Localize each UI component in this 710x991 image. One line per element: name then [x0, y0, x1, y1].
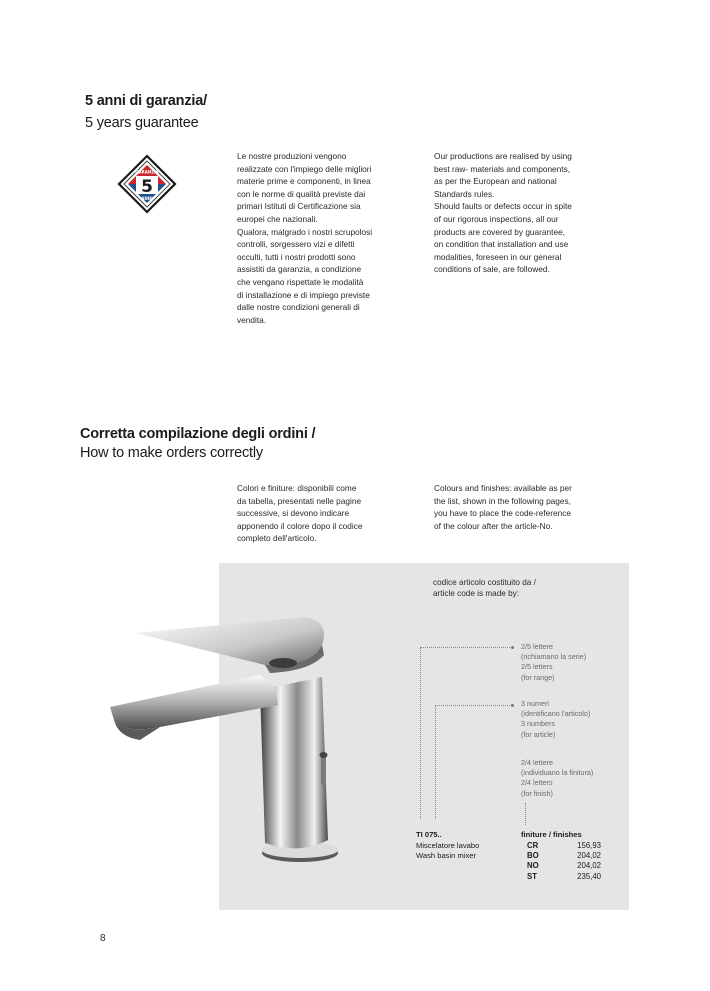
- finishes-block: [521, 830, 611, 882]
- note-article: 3 numeri (identificano l'articolo) 3 numbers (for article): [521, 699, 591, 739]
- connector-range-horizontal: [420, 647, 512, 648]
- connector-finish-vertical: [525, 803, 526, 825]
- connector-range-dot: [511, 646, 514, 649]
- finish-price: 235,40: [577, 871, 601, 881]
- diagram-heading: codice articolo costituito da / article code is made by:: [433, 578, 536, 598]
- orders-title-it: Corretta compilazione degli ordini /: [80, 426, 316, 442]
- table-row: [521, 861, 601, 871]
- page-number: 8: [100, 933, 106, 944]
- badge-number: 5: [141, 177, 153, 197]
- finish-code: NO: [527, 861, 539, 871]
- article-info: [416, 830, 516, 862]
- connector-article-dot: [511, 704, 514, 707]
- connector-article-vertical: [435, 705, 436, 819]
- finishes-header: finiture / finishes: [521, 830, 582, 839]
- finish-code: CR: [527, 840, 539, 850]
- guarantee-badge-icon: [117, 154, 177, 214]
- guarantee-title-en: 5 years guarantee: [85, 115, 199, 131]
- orders-title-en: How to make orders correctly: [80, 445, 263, 461]
- note-finish: 2/4 lettere (individuano la finitura) 2/4 letters (for finish): [521, 758, 594, 798]
- table-row: [521, 851, 601, 861]
- finish-code: ST: [527, 871, 537, 881]
- finish-price: 156,93: [577, 840, 601, 850]
- connector-article-horizontal: [435, 705, 512, 706]
- guarantee-badge: [117, 154, 177, 214]
- faucet-image: [100, 615, 340, 875]
- note-range: 2/5 lettere (richiamano la serie) 2/5 letters (for range): [521, 642, 587, 682]
- table-row: [521, 841, 601, 851]
- orders-text-en: Colours and finishes: available as per the list, shown in the following pages, you have to place the code-reference of the colour after the article-No.: [434, 483, 572, 531]
- finishes-table: [521, 841, 601, 883]
- finish-code: BO: [527, 851, 539, 860]
- article-name-en: Wash basin mixer: [416, 851, 477, 861]
- guarantee-text-it: Le nostre produzioni vengono realizzate con l'impiego delle migliori materie prime e componenti, in linea con le norme di qualità previste dai primari Istituti di Certificazione sia europei che nazionali. Qualora, malgrado i nostri scrupolosi controlli, sorgessero vizi e difetti occulti, tutti i nostri prodotti sono assistiti da garanzia, a condizione che vengano rispettate le modalità di installazione e di impiego previste dalle nostre condizioni generali di vendita.: [237, 151, 373, 325]
- faucet-illustration: [100, 615, 340, 875]
- table-row: [521, 872, 601, 882]
- badge-top-text: GARANZIA: [135, 169, 159, 175]
- article-name-it: Miscelatore lavabo: [416, 840, 480, 850]
- finish-price: 204,02: [577, 861, 601, 871]
- guarantee-text-en: Our productions are realised by using best raw- materials and components, as per the European and national Standards rules. Should faults or defects occur in spite of our rigorous inspections, all our products are covered by guarantee, on condition that installation and use modalities, foreseen in our general conditions of sale, are followed.: [434, 151, 572, 275]
- orders-text-it: Colori e finiture: disponibili come da tabella, presentati nelle pagine successive, si devono indicare apponendo il colore dopo il codice completo dell'articolo.: [237, 483, 363, 544]
- guarantee-title-it: 5 anni di garanzia/: [85, 93, 207, 109]
- badge-bottom-text: ANNI: [141, 196, 153, 201]
- connector-range-vertical: [420, 647, 421, 819]
- article-code: TI 075..: [416, 830, 442, 839]
- finish-price: 204,02: [577, 851, 601, 860]
